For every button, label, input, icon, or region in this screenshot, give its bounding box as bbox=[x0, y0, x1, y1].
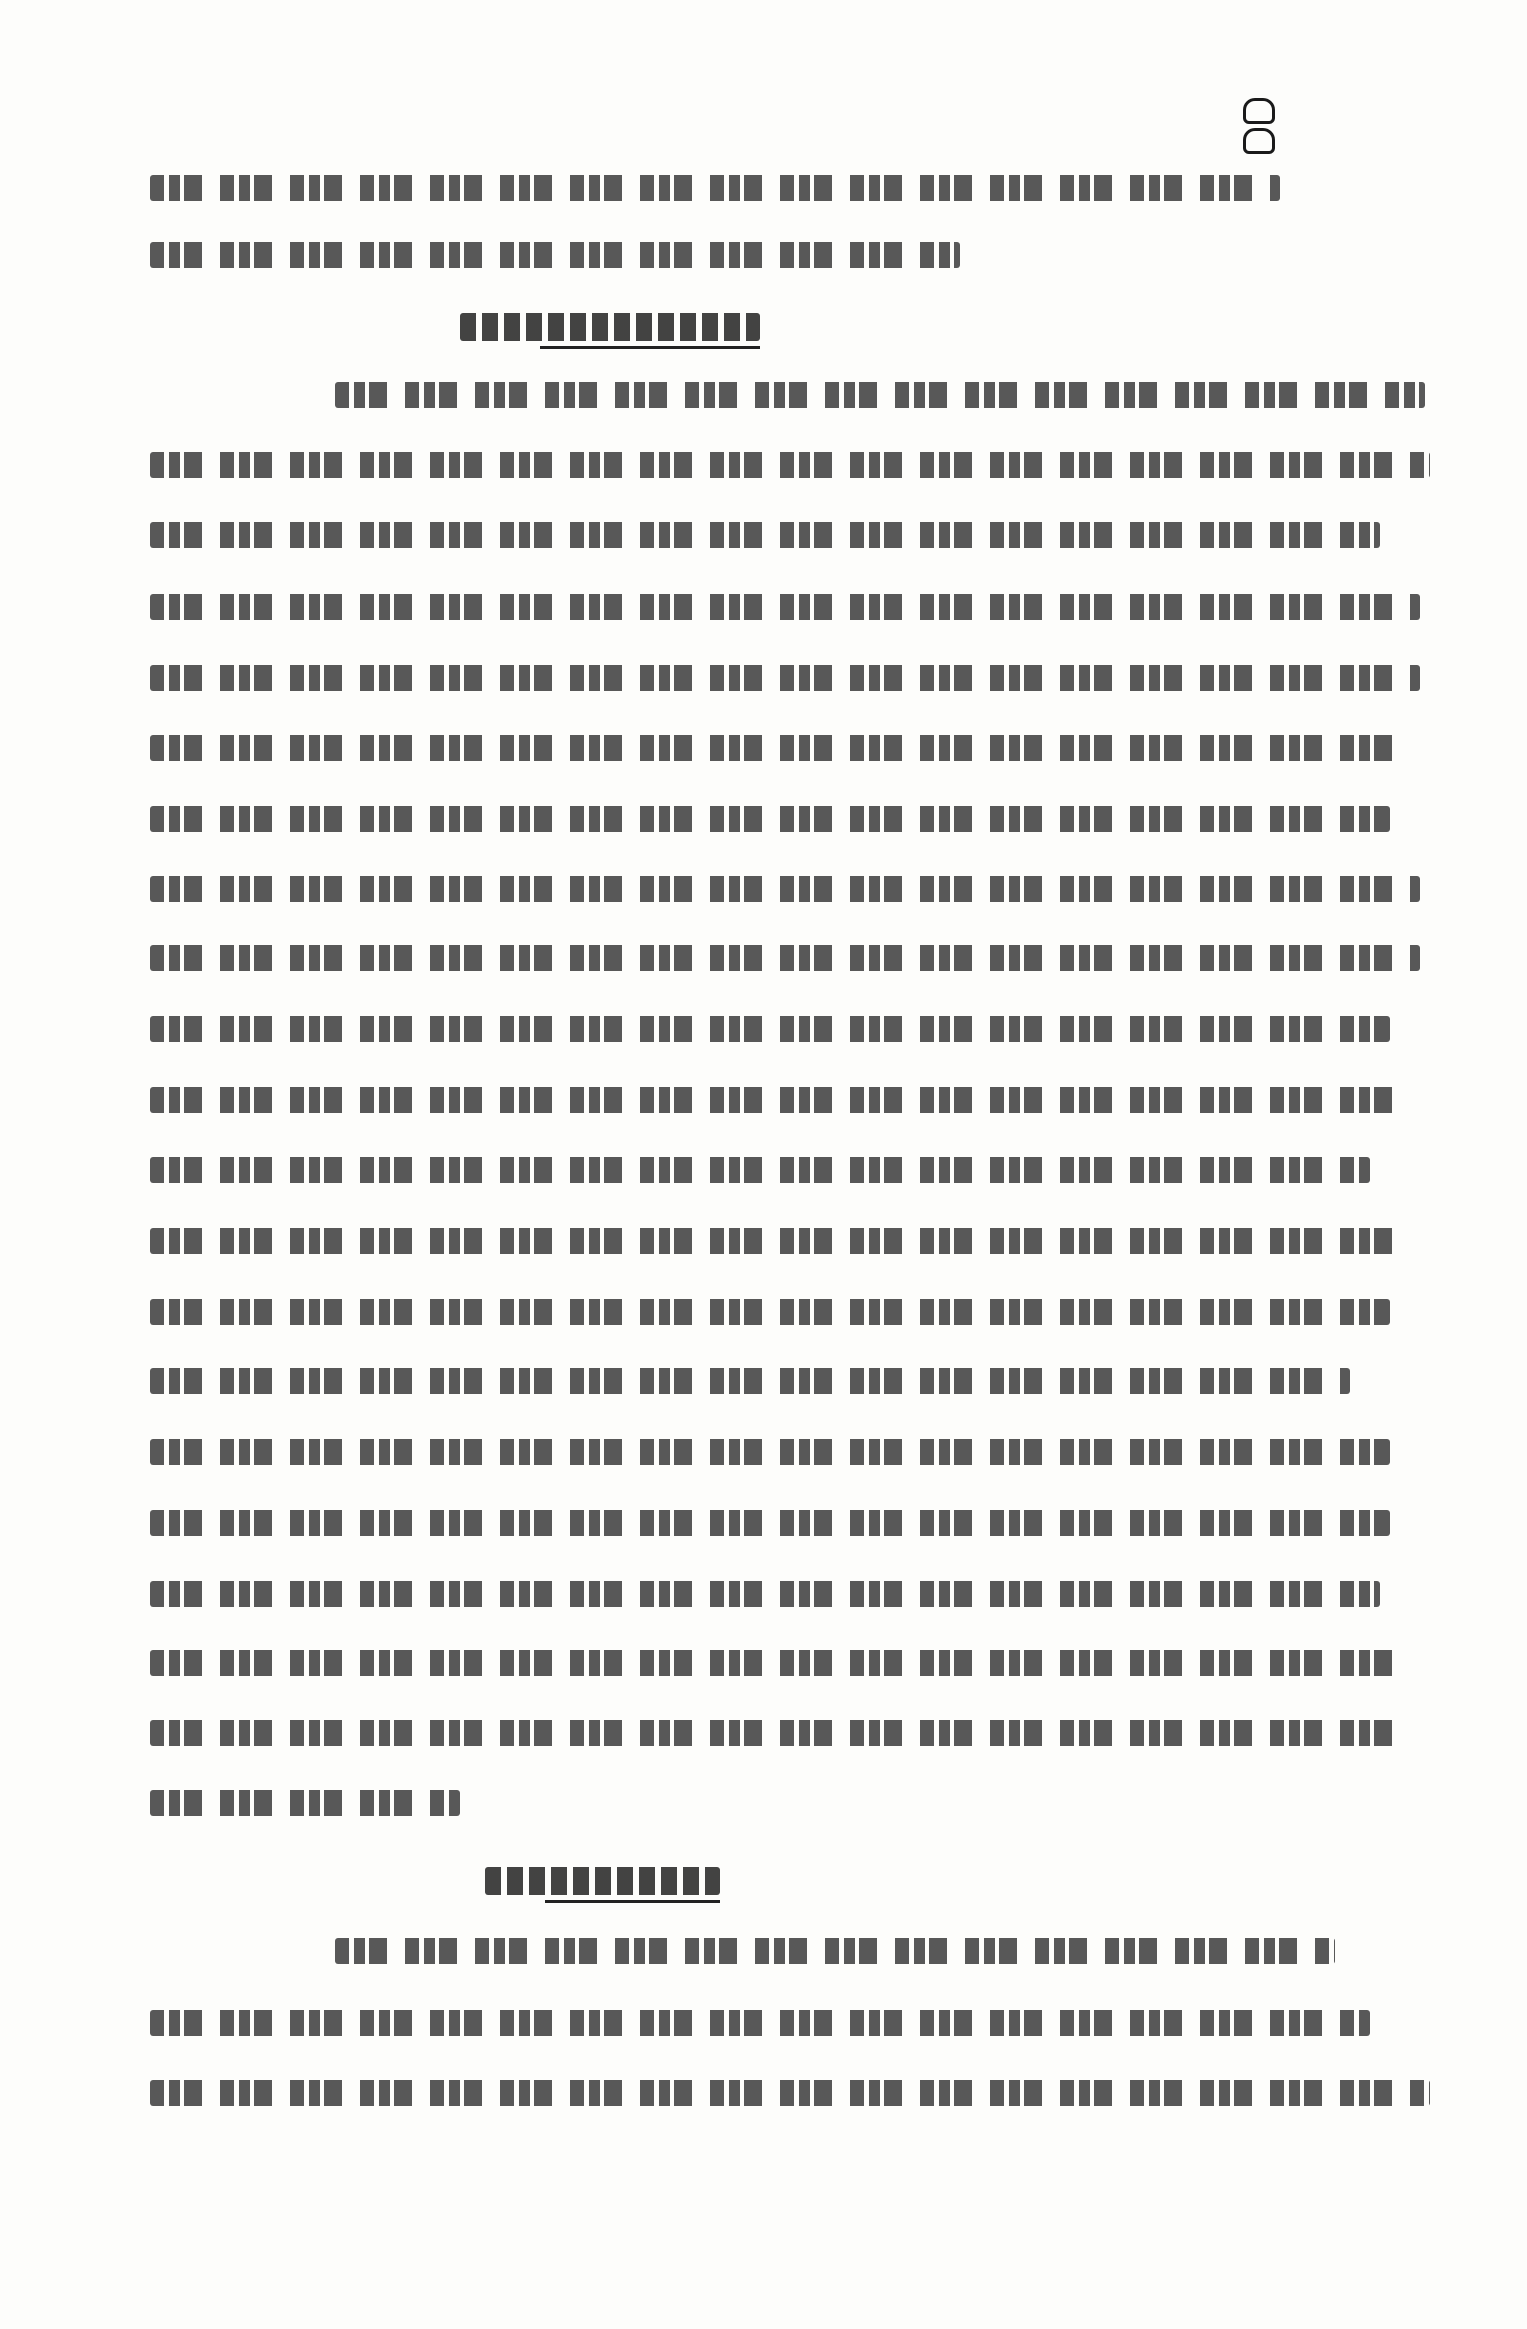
section-heading-underline bbox=[540, 346, 760, 349]
text-line bbox=[150, 1790, 460, 1816]
text-line bbox=[150, 242, 960, 268]
text-line bbox=[150, 452, 1430, 478]
text-line bbox=[150, 876, 1420, 902]
text-line bbox=[150, 1510, 1390, 1536]
text-line bbox=[150, 665, 1420, 691]
text-line bbox=[150, 522, 1380, 548]
text-line bbox=[150, 1720, 1410, 1746]
text-line bbox=[150, 594, 1420, 620]
text-line bbox=[150, 1439, 1390, 1465]
text-line bbox=[150, 1087, 1410, 1113]
text-line bbox=[335, 382, 1425, 408]
page-number-glyph bbox=[1243, 128, 1275, 154]
text-line bbox=[150, 1581, 1380, 1607]
section-heading-underline bbox=[545, 1900, 720, 1903]
text-line bbox=[150, 806, 1390, 832]
text-line bbox=[150, 1368, 1350, 1394]
text-line bbox=[335, 1938, 1335, 1964]
text-line bbox=[150, 1650, 1400, 1676]
text-line bbox=[150, 2080, 1430, 2106]
text-line bbox=[150, 175, 1280, 201]
text-line bbox=[150, 735, 1400, 761]
text-line bbox=[150, 1228, 1395, 1254]
text-line bbox=[150, 1157, 1370, 1183]
section-heading bbox=[485, 1867, 720, 1895]
page-number-glyph bbox=[1243, 98, 1275, 124]
text-line bbox=[150, 1299, 1390, 1325]
page-number bbox=[1243, 98, 1307, 128]
text-line bbox=[150, 945, 1420, 971]
section-heading bbox=[460, 313, 760, 341]
text-line bbox=[150, 1016, 1390, 1042]
text-line bbox=[150, 2010, 1370, 2036]
